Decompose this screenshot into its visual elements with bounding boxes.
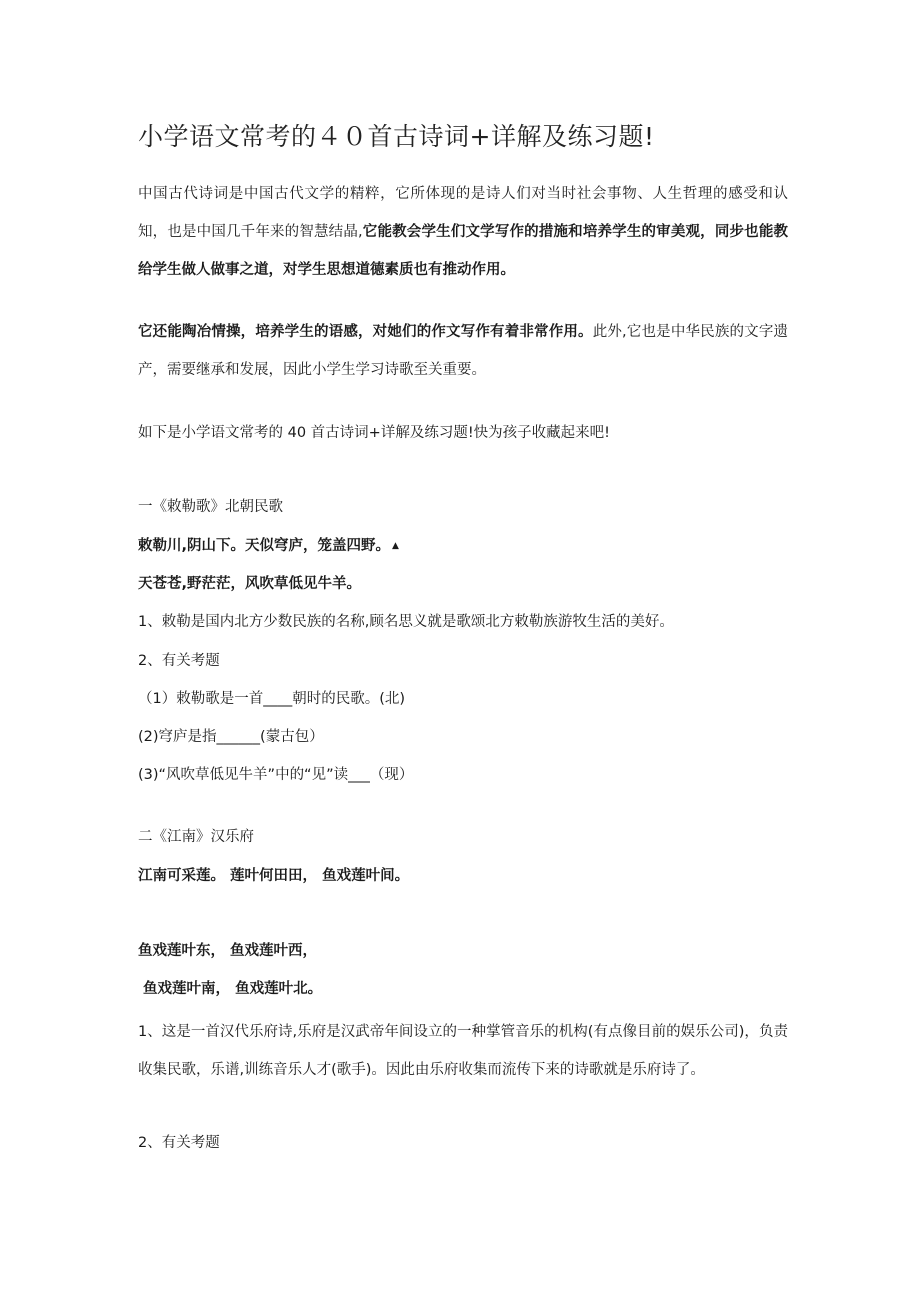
intro-paragraph-2 [138,313,788,389]
poem1-line-2: 天苍苍,野茫茫，风吹草低见牛羊。 [138,576,362,592]
poem2-line-3: 鱼戏莲叶南， 鱼戏莲叶北。 [138,981,323,997]
intro-p1-bold: 它能教会学生们文学写作的措施和培养学生的审美观，同步也能教给学生做人做事之道，对学生思想道德素质也有推动作用。 [138,224,789,278]
intro-p1-normal: 中国古代诗词是中国古代文学的精粹，它所体现的是诗人们对当时社会事物、人生哲理的感受和认知，也是中国几千年来的智慧结晶, [138,186,788,240]
poem1-question-3: (3)“风吹草低见牛羊”中的“见”读___（现） [138,767,414,783]
intro-p2-normal: 此外,它也是中华民族的文字遗产，需要继承和发展，因此小学生学习诗歌至关重要。 [138,324,789,378]
poem1-question-2: (2)穹庐是指______(蒙古包） [138,729,324,745]
poem2-line-2: 鱼戏莲叶东， 鱼戏莲叶西， [138,943,318,959]
poem1-note-2: 2、有关考题 [138,653,220,669]
poem1-question-1: （1）敕勒歌是一首____朝时的民歌。(北) [138,691,406,707]
poem1-note-1: 1、敕勒是国内北方少数民族的名称,顾名思义就是歌颂北方敕勒族游牧生活的美好。 [138,614,674,630]
poem2-note-1: 1、这是一首汉代乐府诗,乐府是汉武帝年间设立的一种掌管音乐的机构(有点像目前的娱乐公司)，负责收集民歌，乐谱,训练音乐人才(歌手)。因此由乐府收集而流传下来的诗歌就是乐府诗了。 [138,1024,788,1078]
intro-paragraph-3: 如下是小学语文常考的 40 首古诗词+详解及练习题!快为孩子收藏起来吧! [138,425,610,441]
poem2-heading: 二《江南》汉乐府 [138,829,254,845]
poem1-line-1-text: 敕勒川,阴山下。天似穹庐，笼盖四野。 [138,538,391,554]
poem2-note-2: 2、有关考题 [138,1135,220,1151]
page-title: 小学语文常考的４０首古诗词+详解及练习题! [138,122,655,151]
intro-paragraph-1 [138,175,788,289]
poem2-line-1: 江南可采莲。 莲叶何田田， 鱼戏莲叶间。 [138,868,410,884]
poem1-heading: 一《敕勒歌》北朝民歌 [138,499,283,515]
poem1-line-1 [138,536,399,556]
anchor-mark-icon: ▲ [392,541,399,551]
intro-p2-bold: 它还能陶冶情操，培养学生的语感，对她们的作文写作有着非常作用。 [138,324,593,340]
